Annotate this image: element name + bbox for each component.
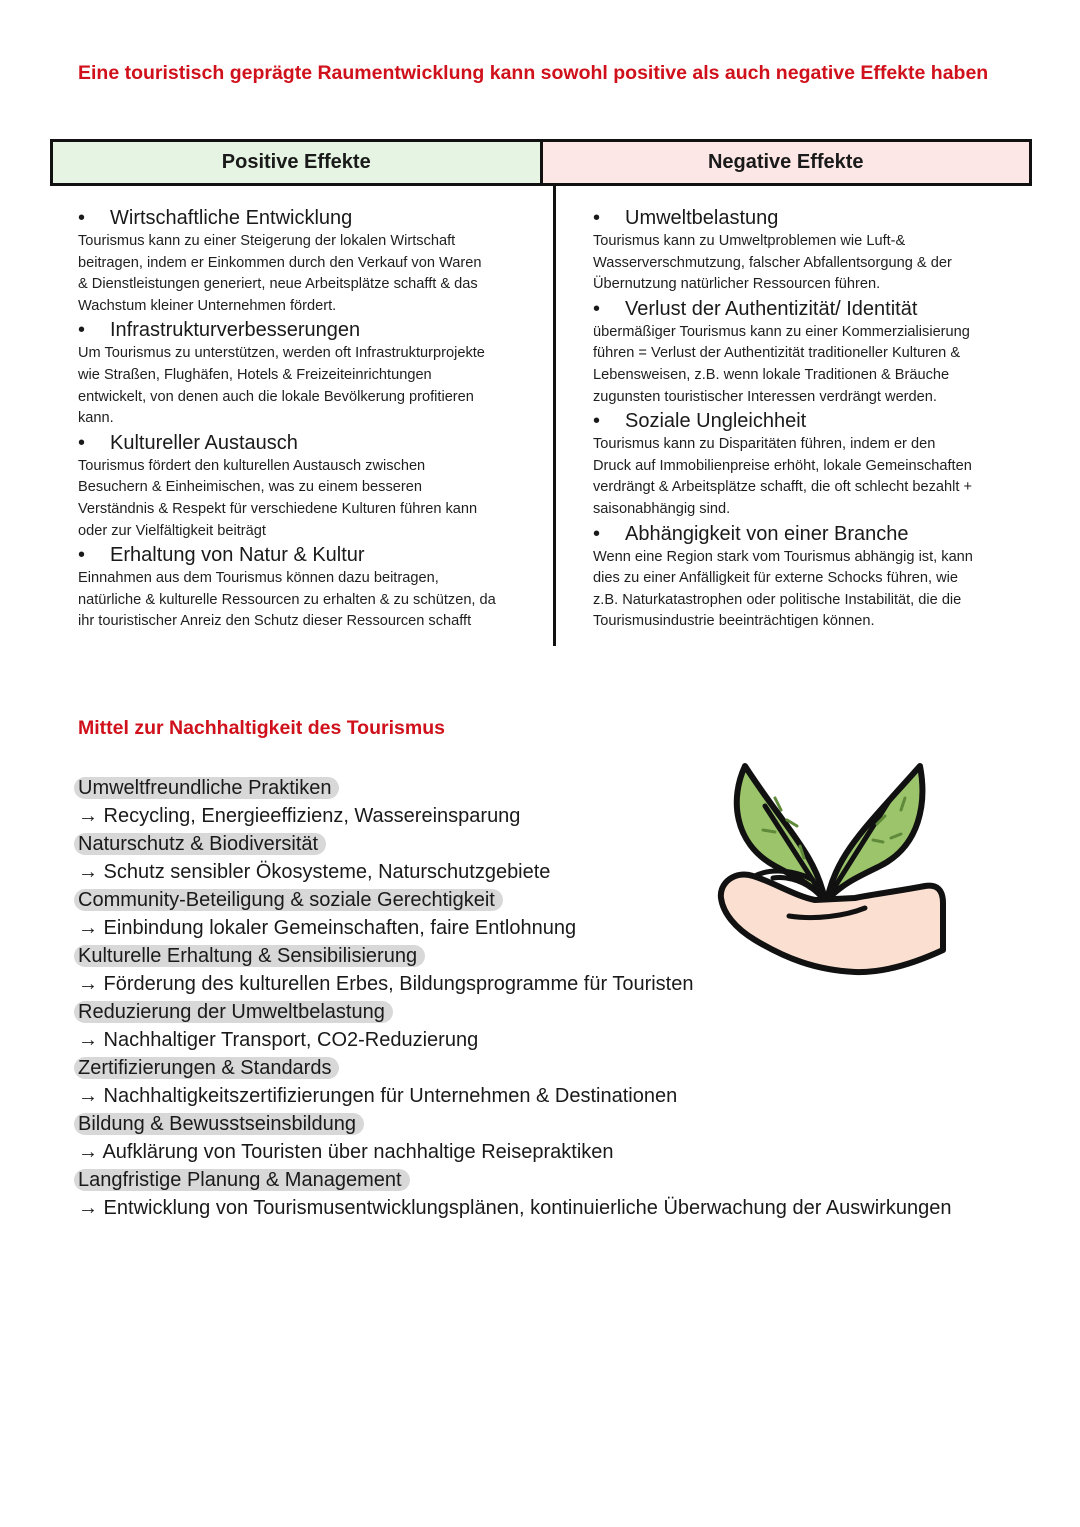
description-line: übermäßiger Tourismus kann zu einer Kommerzialisierung <box>593 323 970 340</box>
description-line: Einnahmen aus dem Tourismus können dazu beitragen, <box>78 570 439 587</box>
effect-title: Abhängigkeit von einer Branche <box>625 522 909 545</box>
bullet-icon: • <box>593 297 601 320</box>
effects-table-header <box>50 139 1032 186</box>
measure-detail: → Schutz sensibler Ökosysteme, Naturschutzgebiete <box>78 861 551 883</box>
description-line: beitragen, indem er Einkommen durch den Verkauf von Waren <box>78 254 482 271</box>
description-line: Tourismus kann zu Disparitäten führen, indem er den <box>593 436 936 453</box>
negative-effect-item <box>593 205 1028 296</box>
measure-name-highlight: Umweltfreundliche Praktiken <box>74 777 339 799</box>
positive-effect-item <box>78 542 540 633</box>
effect-description <box>593 322 1028 408</box>
description-line: Verständnis & Respekt für verschiedene Kulturen führen kann <box>78 500 478 517</box>
effect-description <box>78 231 540 317</box>
description-line: Tourismus kann zu Umweltproblemen wie Luft-& <box>593 233 906 249</box>
bullet-icon: • <box>78 544 86 567</box>
page-title: Eine touristisch geprägte Raumentwicklung kann sowohl positive als auch negative Effekte haben <box>78 62 989 84</box>
measure-detail: → Recycling, Energieeffizienz, Wassereinsparung <box>78 805 521 827</box>
bullet-icon: • <box>593 522 601 545</box>
description-line: entwickelt, von denen auch die lokale Bevölkerung profitieren <box>78 388 474 405</box>
positive-effect-item <box>78 430 540 542</box>
measure-name <box>74 998 1034 1026</box>
effect-description <box>78 568 540 633</box>
measure-name-highlight: Bildung & Bewusstseinsbildung <box>74 1113 364 1135</box>
negative-effect-item <box>593 521 1028 633</box>
negative-effects-column <box>593 205 1028 633</box>
measure-detail: → Einbindung lokaler Gemeinschaften, faire Entlohnung <box>78 917 577 939</box>
description-line: Besuchern & Einheimischen, was zu einem besseren <box>78 479 422 496</box>
measure-name-highlight: Naturschutz & Biodiversität <box>74 833 326 855</box>
bullet-icon: • <box>78 207 86 229</box>
description-line: Lebensweisen, z.B. wenn lokale Traditionen & Bräuche <box>593 366 950 383</box>
effect-description <box>593 434 1028 520</box>
effect-title: Soziale Ungleichheit <box>625 410 807 433</box>
effect-description <box>78 456 540 542</box>
effect-title: Umweltbelastung <box>625 207 779 229</box>
measure-detail: → Aufklärung von Touristen über nachhaltige Reisepraktiken <box>78 1141 614 1163</box>
description-line: & Dienstleistungen generiert, neue Arbeitsplätze schafft & das <box>78 276 478 293</box>
positive-effects-column <box>78 205 540 633</box>
description-line: verdrängt & Arbeitsplätze schafft, die oft schlecht bezahlt + <box>593 479 972 496</box>
measure-name-highlight: Kulturelle Erhaltung & Sensibilisierung <box>74 945 425 967</box>
description-line: Wasserverschmutzung, falscher Abfallentsorgung & der <box>593 254 952 271</box>
description-line: Tourismusindustrie beeinträchtigen können. <box>593 613 875 630</box>
effect-title: Erhaltung von Natur & Kultur <box>110 544 365 567</box>
sustainability-section-title: Mittel zur Nachhaltigkeit des Tourismus <box>78 717 445 739</box>
effect-title: Kultureller Austausch <box>110 431 298 454</box>
measure-detail: → Entwicklung von Tourismusentwicklungsplänen, kontinuierliche Überwachung der Auswirkungen <box>78 1197 952 1219</box>
measure-name <box>74 1166 1034 1194</box>
description-line: kann. <box>78 410 114 427</box>
description-line: saisonabhängig sind. <box>593 500 731 517</box>
measure-name-highlight: Reduzierung der Umweltbelastung <box>74 1001 393 1023</box>
column-divider <box>553 186 556 646</box>
description-line: dies zu einer Anfälligkeit für externe Schocks führen, wie <box>593 570 959 587</box>
measure-name-highlight: Langfristige Planung & Management <box>74 1169 410 1191</box>
effect-title: Wirtschaftliche Entwicklung <box>110 207 353 229</box>
description-line: Tourismus kann zu einer Steigerung der lokalen Wirtschaft <box>78 233 456 249</box>
description-line: ihr touristischer Anreiz den Schutz dieser Ressourcen schafft <box>78 613 472 630</box>
measure-name-highlight: Zertifizierungen & Standards <box>74 1057 339 1079</box>
description-line: Übernutzung natürlicher Ressourcen führen. <box>593 276 881 293</box>
description-line: führen = Verlust der Authentizität traditioneller Kulturen & <box>593 345 961 362</box>
description-line: Um Tourismus zu unterstützen, werden oft Infrastrukturprojekte <box>78 345 485 362</box>
plant-in-hand-icon <box>715 758 950 980</box>
measure-name <box>74 1054 1034 1082</box>
bullet-icon: • <box>593 410 601 433</box>
description-line: Wachstum kleiner Unternehmen fördert. <box>78 297 337 314</box>
description-line: natürliche & kulturelle Ressourcen zu erhalten & zu schützen, da <box>78 591 496 608</box>
positive-effect-item <box>78 205 540 317</box>
description-line: zugunsten touristischer Interessen verdrängt werden. <box>593 388 937 405</box>
effect-description <box>593 547 1028 633</box>
measure-detail: → Nachhaltigkeitszertifizierungen für Unternehmen & Destinationen <box>78 1085 678 1107</box>
negative-effects-header: Negative Effekte <box>543 142 1030 183</box>
measure-name-highlight: Community-Beteiligung & soziale Gerechtigkeit <box>74 889 503 911</box>
measure-detail: → Nachhaltiger Transport, CO2-Reduzierung <box>78 1029 479 1051</box>
negative-effect-item <box>593 408 1028 520</box>
description-line: z.B. Naturkatastrophen oder politische Instabilität, die die <box>593 591 962 608</box>
effect-title: Infrastrukturverbesserungen <box>110 319 361 342</box>
effect-description <box>78 343 540 429</box>
bullet-icon: • <box>593 207 601 229</box>
measure-detail: → Förderung des kulturellen Erbes, Bildungsprogramme für Touristen <box>78 973 694 995</box>
bullet-icon: • <box>78 319 86 342</box>
description-line: oder zur Vielfältigkeit beiträgt <box>78 522 266 539</box>
effect-description <box>593 231 1028 296</box>
description-line: Wenn eine Region stark vom Tourismus abhängig ist, kann <box>593 548 973 565</box>
positive-effect-item <box>78 317 540 429</box>
negative-effect-item <box>593 296 1028 408</box>
effect-title: Verlust der Authentizität/ Identität <box>625 297 918 320</box>
description-line: Tourismus fördert den kulturellen Austausch zwischen <box>78 457 426 474</box>
measure-name <box>74 1110 1034 1138</box>
description-line: Druck auf Immobilienpreise erhöht, lokale Gemeinschaften <box>593 457 972 474</box>
positive-effects-header: Positive Effekte <box>53 142 543 183</box>
description-line: wie Straßen, Flughäfen, Hotels & Freizeiteinrichtungen <box>78 366 432 383</box>
bullet-icon: • <box>78 431 86 454</box>
